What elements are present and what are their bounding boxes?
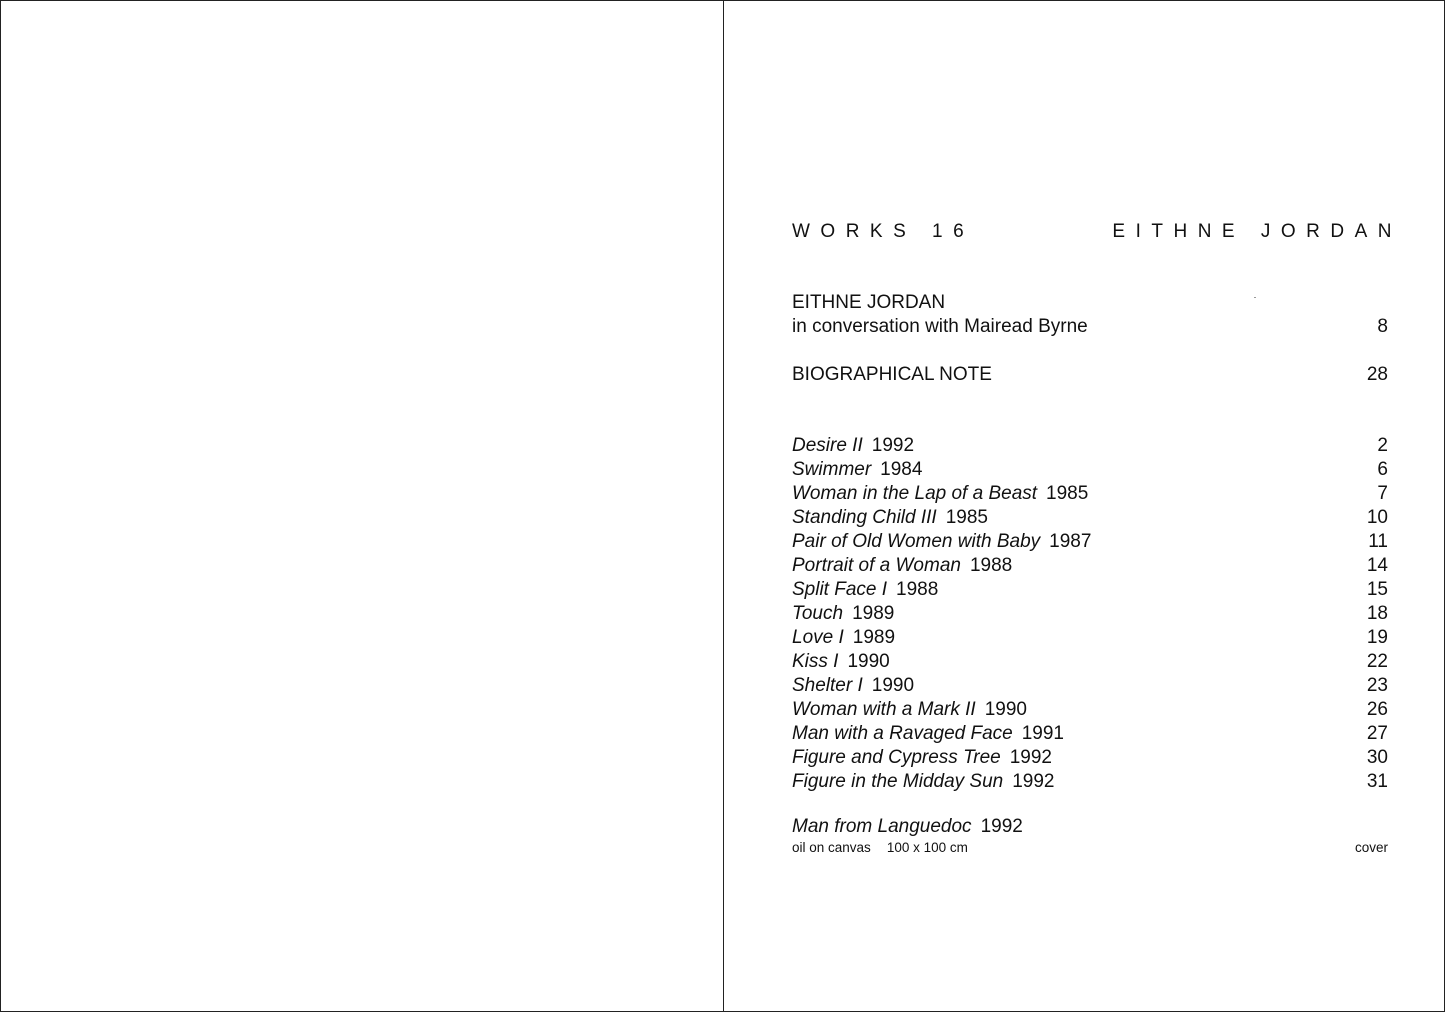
work-year: 1989	[852, 603, 895, 624]
work-row	[792, 698, 1388, 722]
work-page-number: 14	[1366, 555, 1388, 576]
work-row	[792, 650, 1388, 674]
work-title: Swimmer	[792, 459, 872, 480]
work-title: Love I	[792, 627, 844, 648]
work-page-number: 10	[1366, 507, 1388, 528]
cover-work-title: Man from Languedoc	[792, 816, 972, 837]
work-year: 1992	[1009, 747, 1053, 768]
work-year: 1990	[871, 675, 915, 696]
work-row	[792, 722, 1388, 746]
work-page-number: 7	[1377, 483, 1388, 504]
work-page-number: 6	[1377, 459, 1388, 480]
bio-entry	[792, 363, 1388, 387]
work-row	[792, 506, 1388, 530]
work-row	[792, 674, 1388, 698]
bio-row	[792, 363, 1388, 387]
work-year: 1985	[945, 507, 988, 528]
work-year: 1990	[847, 651, 890, 672]
artist-name: EITHNE JORDAN	[1112, 221, 1402, 242]
work-title: Split Face I	[792, 579, 888, 600]
essay-subtitle-row	[792, 315, 1388, 339]
work-row	[792, 626, 1388, 650]
work-year: 1991	[1021, 723, 1065, 744]
work-page-number: 18	[1366, 603, 1388, 624]
work-page-number: 27	[1366, 723, 1388, 744]
work-row	[792, 482, 1388, 506]
cover-details-row	[792, 839, 1388, 857]
works-list	[792, 434, 1388, 794]
essay-subtitle: in conversation with Mairead Byrne	[792, 316, 1088, 337]
essay-title: EITHNE JORDAN	[792, 292, 946, 313]
work-row	[792, 458, 1388, 482]
cover-title-row	[792, 815, 1388, 839]
work-page-number: 31	[1366, 771, 1388, 792]
series-title: WORKS 16	[792, 221, 975, 242]
work-row	[792, 434, 1388, 458]
bio-title: BIOGRAPHICAL NOTE	[792, 364, 992, 385]
work-title: Figure in the Midday Sun	[792, 771, 1004, 792]
work-page-number: 19	[1366, 627, 1388, 648]
cover-page-label: cover	[1354, 840, 1388, 855]
left-page-blank	[1, 1, 723, 1011]
work-title: Kiss I	[792, 651, 839, 672]
work-page-number: 2	[1377, 435, 1388, 456]
work-row	[792, 746, 1388, 770]
work-year: 1989	[852, 627, 896, 648]
work-page-number: 22	[1366, 651, 1388, 672]
contents-page	[724, 1, 1444, 1011]
work-year: 1990	[984, 699, 1027, 720]
work-year: 1987	[1049, 531, 1092, 552]
essay-page-number: 8	[1377, 316, 1388, 337]
work-page-number: 23	[1366, 675, 1388, 696]
work-page-number: 26	[1366, 699, 1388, 720]
work-title: Woman in the Lap of a Beast	[792, 483, 1038, 504]
work-year: 1992	[871, 435, 915, 456]
work-year: 1988	[896, 579, 939, 600]
cover-entry	[792, 815, 1388, 857]
work-row	[792, 554, 1388, 578]
work-title: Portrait of a Woman	[792, 555, 961, 576]
cover-work-year: 1992	[980, 816, 1023, 837]
work-title: Figure and Cypress Tree	[792, 747, 1001, 768]
work-year: 1988	[969, 555, 1013, 576]
work-title: Man with a Ravaged Face	[792, 723, 1013, 744]
work-title: Touch	[792, 603, 844, 624]
work-page-number: 30	[1366, 747, 1388, 768]
work-page-number: 11	[1368, 531, 1388, 552]
work-title: Desire II	[792, 435, 863, 456]
work-page-number: 15	[1366, 579, 1388, 600]
cover-medium: oil on canvas	[792, 840, 871, 855]
work-row	[792, 578, 1388, 602]
work-year: 1984	[880, 459, 923, 480]
work-title: Standing Child III	[792, 507, 937, 528]
work-row	[792, 602, 1388, 626]
essay-title-row	[792, 291, 1388, 315]
work-year: 1992	[1012, 771, 1055, 792]
work-row	[792, 530, 1388, 554]
work-title: Shelter I	[792, 675, 863, 696]
work-title: Woman with a Mark II	[792, 699, 976, 720]
cover-size: 100 x 100 cm	[886, 840, 968, 855]
bio-page-number: 28	[1366, 364, 1388, 385]
essay-entry	[792, 291, 1388, 339]
work-year: 1985	[1046, 483, 1089, 504]
work-title: Pair of Old Women with Baby	[792, 531, 1041, 552]
work-row	[792, 770, 1388, 794]
